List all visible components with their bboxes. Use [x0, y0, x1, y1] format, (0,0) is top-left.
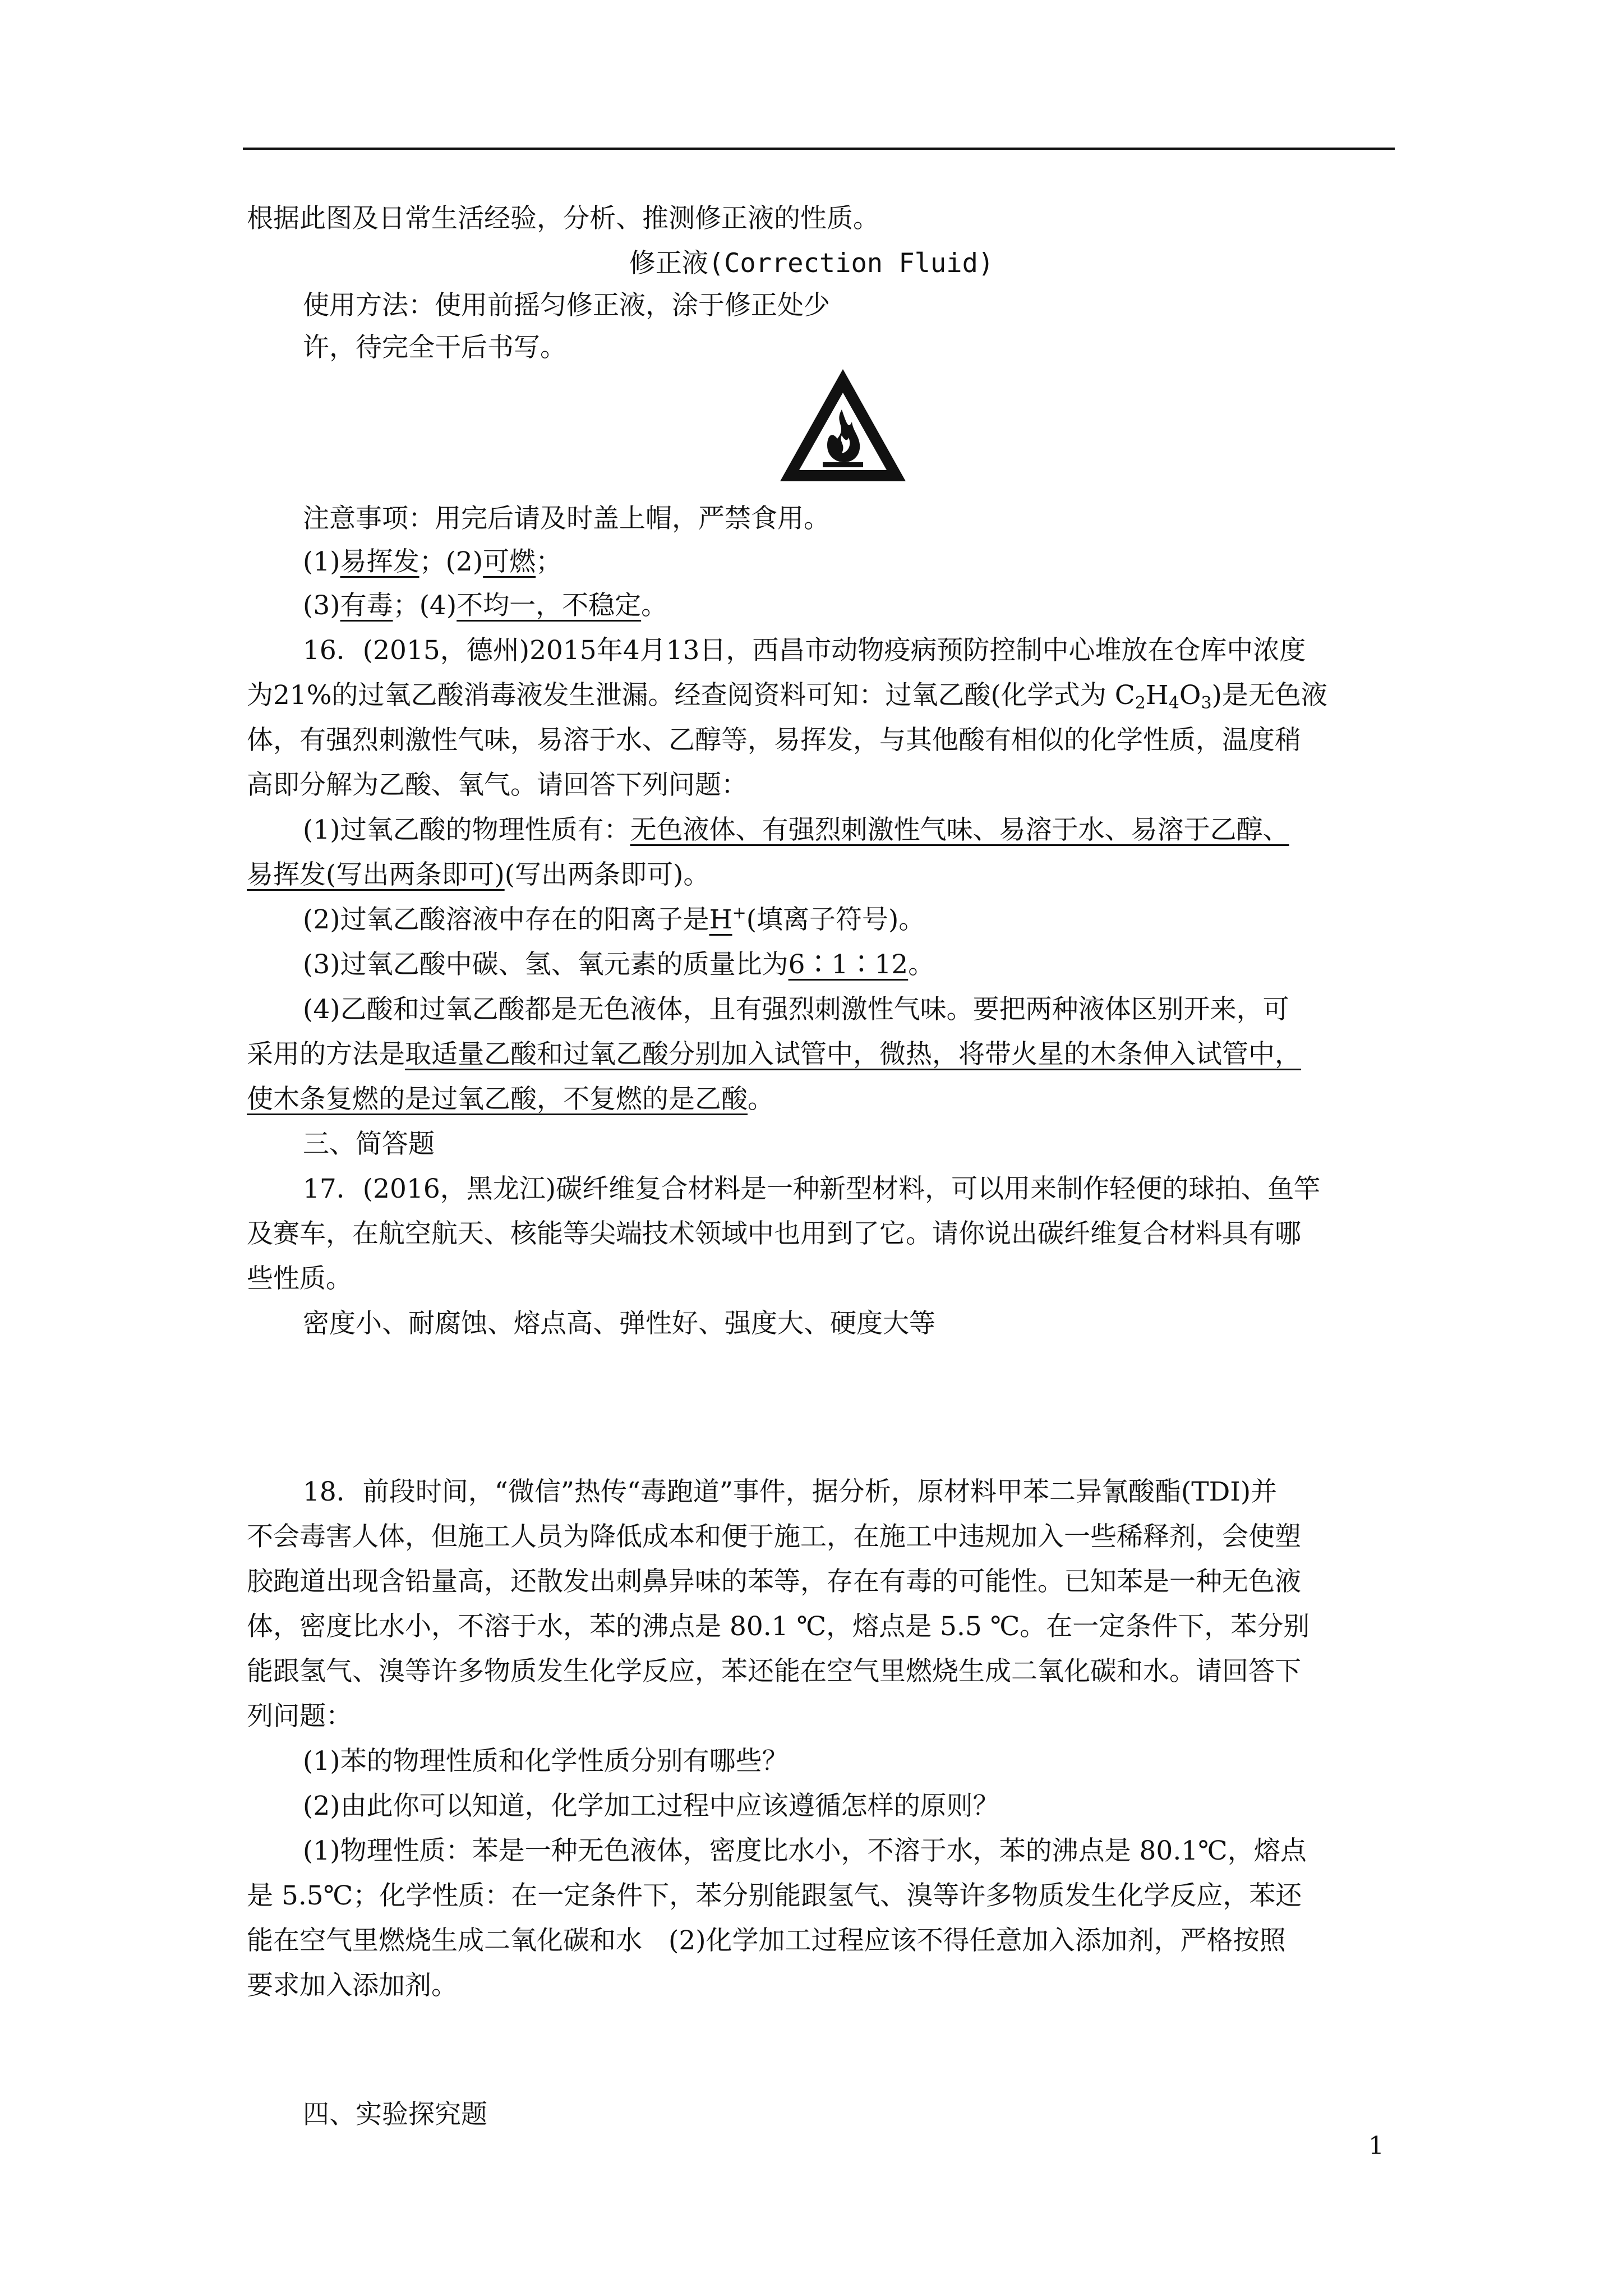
- q17-line3: 些性质。: [247, 1263, 352, 1294]
- q18-answer-line3: 能在空气里燃烧生成二氧化碳和水 (2)化学加工过程应该不得任意加入添加剂，严格按照: [247, 1925, 1286, 1956]
- q18-answer-line4: 要求加入添加剂。: [247, 1970, 458, 2001]
- q18-question2: (2)由此你可以知道，化学加工过程中应该遵循怎样的原则？: [303, 1791, 999, 1821]
- label-caution: 注意事项：用完后请及时盖上帽，严禁食用。: [303, 503, 830, 534]
- q16-sub1-line1: (1)过氧乙酸的物理性质有：无色液体、有强烈刺激性气味、易溶于水、易溶于乙醇、: [303, 815, 1289, 845]
- q16-sub4-line3: 使木条复燃的是过氧乙酸，不复燃的是乙酸。: [247, 1084, 774, 1115]
- q17-line1: 17．(2016，黑龙江)碳纤维复合材料是一种新型材料，可以用来制作轻便的球拍、鱼竿: [303, 1174, 1321, 1204]
- q16-sub4-line2: 采用的方法是取适量乙酸和过氧乙酸分别加入试管中，微热，将带火星的木条伸入试管中，: [247, 1039, 1301, 1070]
- q16-sub3: (3)过氧乙酸中碳、氢、氧元素的质量比为6∶1∶12。: [303, 949, 935, 980]
- header-rule: [243, 148, 1395, 150]
- q16-sub4-line1: (4)乙酸和过氧乙酸都是无色液体，且有强烈刺激性气味。要把两种液体区别开来，可: [303, 994, 1289, 1025]
- q17-line2: 及赛车，在航空航天、核能等尖端技术领域中也用到了它。请你说出碳纤维复合材料具有哪: [247, 1218, 1301, 1249]
- q17-answer: 密度小、耐腐蚀、熔点高、弹性好、强度大、硬度大等: [303, 1308, 935, 1339]
- label-title: 修正液(Correction Fluid): [629, 248, 994, 279]
- q18-line1: 18．前段时间，“微信”热传“毒跑道”事件，据分析，原材料甲苯二异氰酸酯(TDI)并: [303, 1476, 1278, 1507]
- section-heading-4: 四、实验探究题: [303, 2099, 487, 2130]
- q16-line1: 16．(2015，德州)2015年4月13日，西昌市动物疫病预防控制中心堆放在仓库中浓度: [303, 635, 1306, 666]
- q16-sub1-line2: 易挥发(写出两条即可)(写出两条即可)。: [247, 859, 710, 890]
- intro-text: 根据此图及日常生活经验，分析、推测修正液的性质。: [247, 203, 879, 234]
- q18-line3: 胶跑道出现含铅量高，还散发出刺鼻异味的苯等，存在有毒的可能性。已知苯是一种无色液: [247, 1566, 1301, 1597]
- q16-sub2: (2)过氧乙酸溶液中存在的阳离子是H+(填离子符号)。: [303, 903, 925, 935]
- q18-line5: 能跟氢气、溴等许多物质发生化学反应，苯还能在空气里燃烧生成二氧化碳和水。请回答下: [247, 1656, 1301, 1687]
- q18-line6: 列问题：: [247, 1701, 352, 1732]
- q15-answer-line2: (3)有毒；(4)不均一，不稳定。: [303, 590, 668, 621]
- page-number: 1: [1368, 2132, 1384, 2160]
- q18-line2: 不会毒害人体，但施工人员为降低成本和便于施工，在施工中违规加入一些稀释剂，会使塑: [247, 1521, 1301, 1552]
- q16-line4: 高即分解为乙酸、氧气。请回答下列问题：: [247, 770, 748, 800]
- label-usage-line1: 使用方法：使用前摇匀修正液，涂于修正处少: [303, 290, 830, 321]
- section-heading-3: 三、简答题: [303, 1129, 435, 1159]
- q18-answer-line1: (1)物理性质：苯是一种无色液体，密度比水小，不溶于水，苯的沸点是 80.1℃，熔点: [303, 1835, 1307, 1866]
- q18-question1: (1)苯的物理性质和化学性质分别有哪些？: [303, 1746, 789, 1777]
- q15-answer-line1: (1)易挥发；(2)可燃；: [303, 546, 562, 577]
- q18-line4: 体，密度比水小，不溶于水，苯的沸点是 80.1 ℃，熔点是 5.5 ℃。在一定条件下，苯分别: [247, 1611, 1310, 1642]
- q18-answer-line2: 是 5.5℃；化学性质：在一定条件下，苯分别能跟氢气、溴等许多物质发生化学反应，苯还: [247, 1880, 1302, 1911]
- q16-line3: 体，有强烈刺激性气味，易溶于水、乙醇等，易挥发，与其他酸有相似的化学性质，温度稍: [247, 725, 1301, 756]
- label-usage-line2: 许，待完全干后书写。: [303, 332, 566, 363]
- q16-line2: 为21%的过氧乙酸消毒液发生泄漏。经查阅资料可知：过氧乙酸(化学式为 $C_2H_4O_3$)是无色液: [247, 680, 1327, 713]
- flammable-warning-icon: [776, 364, 910, 487]
